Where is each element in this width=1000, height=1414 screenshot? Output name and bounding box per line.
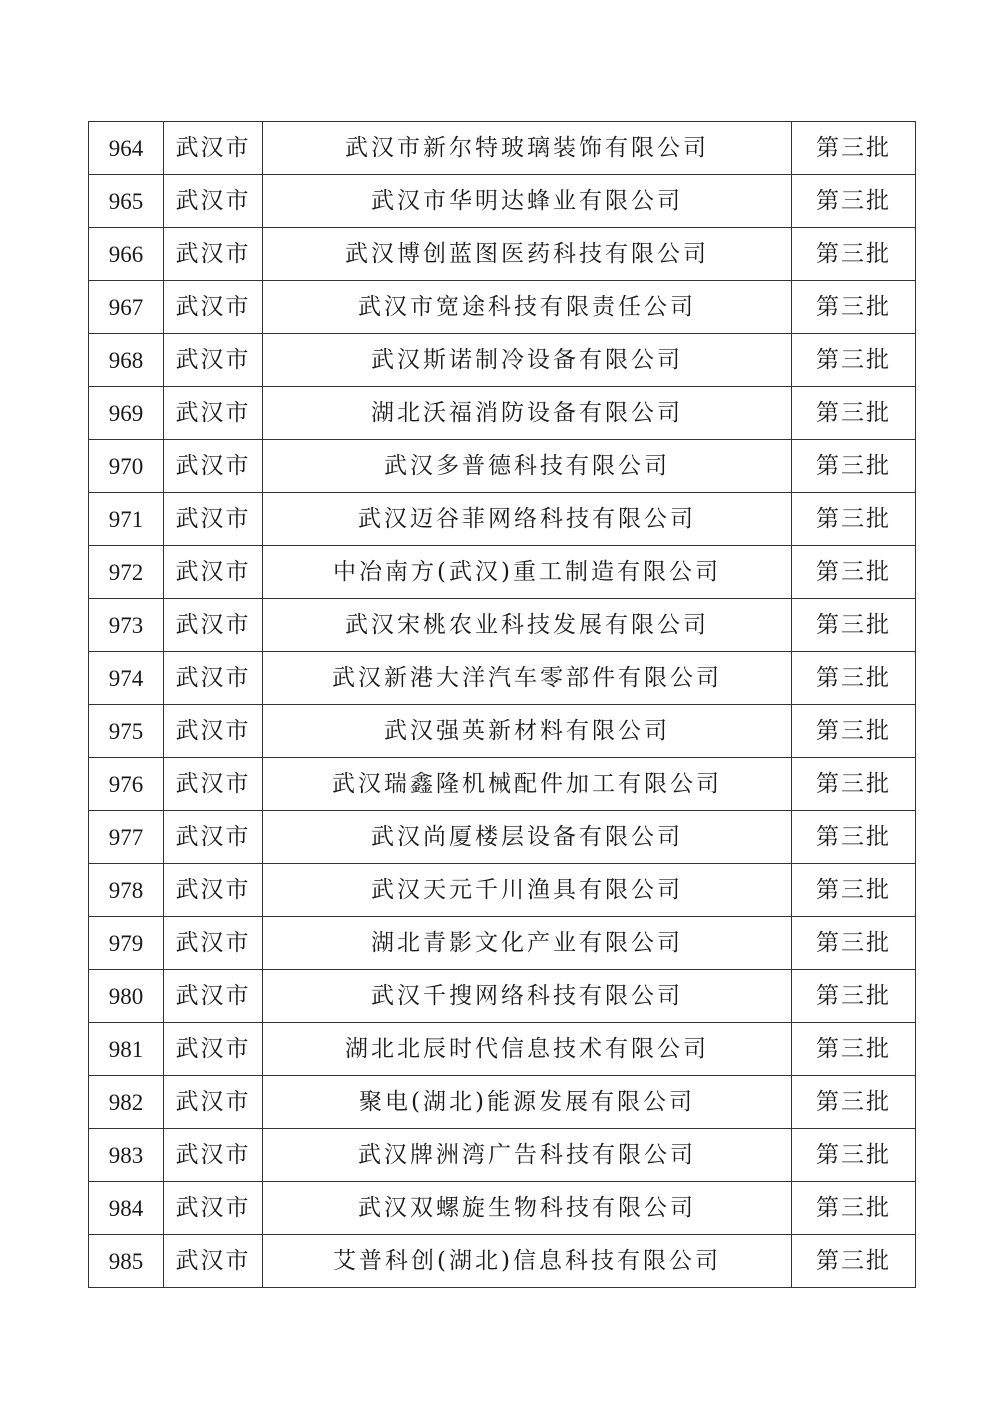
city-cell: 武汉市	[164, 228, 263, 281]
city-cell: 武汉市	[164, 1182, 263, 1235]
batch-cell: 第三批	[792, 228, 916, 281]
city-cell: 武汉市	[164, 970, 263, 1023]
city-cell: 武汉市	[164, 917, 263, 970]
row-number: 976	[89, 758, 164, 811]
company-name-cell: 武汉瑞鑫隆机械配件加工有限公司	[263, 758, 792, 811]
company-name-cell: 武汉多普德科技有限公司	[263, 440, 792, 493]
company-name-cell: 武汉斯诺制冷设备有限公司	[263, 334, 792, 387]
table-row	[89, 1076, 916, 1129]
table-row	[89, 122, 916, 175]
row-number: 970	[89, 440, 164, 493]
batch-cell: 第三批	[792, 1129, 916, 1182]
company-name-cell: 武汉博创蓝图医药科技有限公司	[263, 228, 792, 281]
batch-cell: 第三批	[792, 652, 916, 705]
company-name-cell: 湖北北辰时代信息技术有限公司	[263, 1023, 792, 1076]
row-number: 971	[89, 493, 164, 546]
city-cell: 武汉市	[164, 281, 263, 334]
row-number: 982	[89, 1076, 164, 1129]
row-number: 975	[89, 705, 164, 758]
row-number: 969	[89, 387, 164, 440]
company-list-table	[88, 121, 916, 1288]
batch-cell: 第三批	[792, 334, 916, 387]
company-name-cell: 武汉牌洲湾广告科技有限公司	[263, 1129, 792, 1182]
company-name-cell: 武汉强英新材料有限公司	[263, 705, 792, 758]
table-row	[89, 1129, 916, 1182]
table-row	[89, 546, 916, 599]
table-row	[89, 864, 916, 917]
company-name-cell: 聚电(湖北)能源发展有限公司	[263, 1076, 792, 1129]
table-row	[89, 917, 916, 970]
batch-cell: 第三批	[792, 811, 916, 864]
company-name-cell: 武汉市宽途科技有限责任公司	[263, 281, 792, 334]
city-cell: 武汉市	[164, 122, 263, 175]
company-name-cell: 武汉迈谷菲网络科技有限公司	[263, 493, 792, 546]
row-number: 979	[89, 917, 164, 970]
batch-cell: 第三批	[792, 493, 916, 546]
city-cell: 武汉市	[164, 1023, 263, 1076]
row-number: 964	[89, 122, 164, 175]
table-row	[89, 440, 916, 493]
row-number: 983	[89, 1129, 164, 1182]
city-cell: 武汉市	[164, 1076, 263, 1129]
city-cell: 武汉市	[164, 758, 263, 811]
table-row	[89, 599, 916, 652]
batch-cell: 第三批	[792, 1182, 916, 1235]
batch-cell: 第三批	[792, 440, 916, 493]
company-name-cell: 武汉市新尔特玻璃装饰有限公司	[263, 122, 792, 175]
row-number: 972	[89, 546, 164, 599]
table-row	[89, 970, 916, 1023]
table-row	[89, 758, 916, 811]
city-cell: 武汉市	[164, 705, 263, 758]
city-cell: 武汉市	[164, 175, 263, 228]
city-cell: 武汉市	[164, 1235, 263, 1288]
row-number: 965	[89, 175, 164, 228]
batch-cell: 第三批	[792, 281, 916, 334]
row-number: 977	[89, 811, 164, 864]
city-cell: 武汉市	[164, 652, 263, 705]
row-number: 973	[89, 599, 164, 652]
row-number: 980	[89, 970, 164, 1023]
company-name-cell: 艾普科创(湖北)信息科技有限公司	[263, 1235, 792, 1288]
company-name-cell: 武汉宋桃农业科技发展有限公司	[263, 599, 792, 652]
batch-cell: 第三批	[792, 1023, 916, 1076]
batch-cell: 第三批	[792, 1235, 916, 1288]
table-row	[89, 811, 916, 864]
batch-cell: 第三批	[792, 758, 916, 811]
city-cell: 武汉市	[164, 334, 263, 387]
table-row	[89, 1235, 916, 1288]
batch-cell: 第三批	[792, 1076, 916, 1129]
batch-cell: 第三批	[792, 122, 916, 175]
row-number: 966	[89, 228, 164, 281]
company-name-cell: 武汉市华明达蜂业有限公司	[263, 175, 792, 228]
table-row	[89, 228, 916, 281]
table-row	[89, 387, 916, 440]
city-cell: 武汉市	[164, 1129, 263, 1182]
table-row	[89, 334, 916, 387]
table-row	[89, 652, 916, 705]
table-row	[89, 705, 916, 758]
table-row	[89, 175, 916, 228]
city-cell: 武汉市	[164, 864, 263, 917]
row-number: 974	[89, 652, 164, 705]
company-name-cell: 武汉新港大洋汽车零部件有限公司	[263, 652, 792, 705]
row-number: 968	[89, 334, 164, 387]
batch-cell: 第三批	[792, 387, 916, 440]
company-name-cell: 湖北青影文化产业有限公司	[263, 917, 792, 970]
table-row	[89, 493, 916, 546]
batch-cell: 第三批	[792, 705, 916, 758]
city-cell: 武汉市	[164, 599, 263, 652]
table-row	[89, 281, 916, 334]
table-body	[89, 122, 916, 1288]
city-cell: 武汉市	[164, 811, 263, 864]
company-name-cell: 中冶南方(武汉)重工制造有限公司	[263, 546, 792, 599]
row-number: 978	[89, 864, 164, 917]
batch-cell: 第三批	[792, 970, 916, 1023]
company-name-cell: 湖北沃福消防设备有限公司	[263, 387, 792, 440]
row-number: 985	[89, 1235, 164, 1288]
batch-cell: 第三批	[792, 599, 916, 652]
city-cell: 武汉市	[164, 387, 263, 440]
city-cell: 武汉市	[164, 546, 263, 599]
batch-cell: 第三批	[792, 546, 916, 599]
company-name-cell: 武汉双螺旋生物科技有限公司	[263, 1182, 792, 1235]
batch-cell: 第三批	[792, 175, 916, 228]
company-name-cell: 武汉尚厦楼层设备有限公司	[263, 811, 792, 864]
company-name-cell: 武汉千搜网络科技有限公司	[263, 970, 792, 1023]
row-number: 981	[89, 1023, 164, 1076]
company-name-cell: 武汉天元千川渔具有限公司	[263, 864, 792, 917]
table-row	[89, 1023, 916, 1076]
table-row	[89, 1182, 916, 1235]
row-number: 984	[89, 1182, 164, 1235]
batch-cell: 第三批	[792, 864, 916, 917]
batch-cell: 第三批	[792, 917, 916, 970]
city-cell: 武汉市	[164, 493, 263, 546]
row-number: 967	[89, 281, 164, 334]
city-cell: 武汉市	[164, 440, 263, 493]
